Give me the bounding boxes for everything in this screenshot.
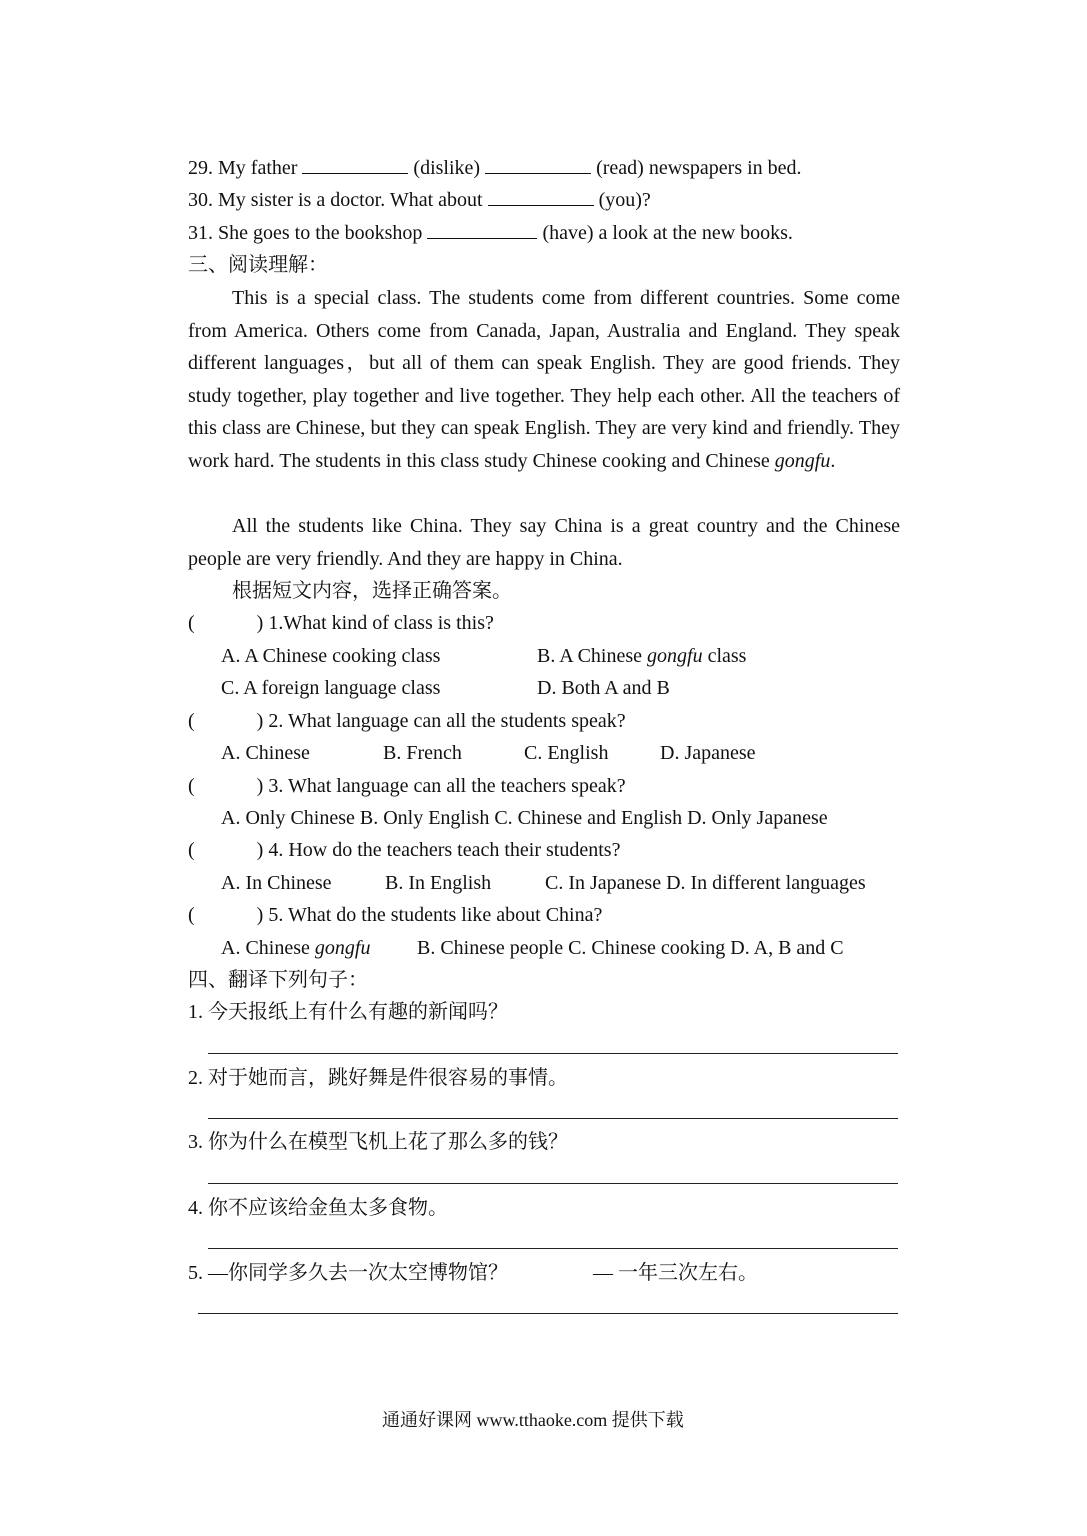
answer-paren-open[interactable]: ( [188, 710, 195, 732]
q1-option-c: C. A foreign language class [221, 677, 441, 699]
item-text: newspapers in bed. [648, 157, 802, 179]
question-text: 4. How do the teachers teach their students? [268, 839, 621, 861]
answer-line[interactable] [208, 1053, 898, 1054]
verb-hint: (read) [596, 157, 644, 179]
q2-option-b: B. French [383, 742, 462, 764]
translation-item-3: 3. 你为什么在模型飞机上花了那么多的钱？ [188, 1131, 568, 1153]
answer-paren-open[interactable]: ( [188, 839, 195, 861]
answer-line[interactable] [208, 1118, 898, 1119]
item-number: 29. [188, 157, 213, 179]
question-text: 3. What language can all the teachers speak? [268, 775, 626, 797]
answer-blank[interactable] [485, 155, 591, 174]
passage-text: This is a special class. The students come from different countries. Some come from America. Others come from Canada, Japan, Australia and England. They speak different languages，but all of them can speak English. They are good friends. They study together, play together and live together. They help each other. All the teachers of this class are Chinese, but they can speak English. They are very kind and friendly. They work hard. The students in this class study Chinese cooking and Chinese [188, 287, 900, 472]
answer-paren-close: ) [256, 839, 264, 861]
q1-option-b: B. A Chinese gongfu class [537, 645, 747, 667]
q2-option-d: D. Japanese [660, 742, 756, 764]
answer-blank[interactable] [427, 220, 537, 239]
section-title-reading: 三、阅读理解： [188, 254, 328, 276]
q1-option-d: D. Both A and B [537, 677, 670, 699]
question-text: 1.What kind of class is this? [268, 612, 494, 634]
answer-paren-close: ) [256, 904, 264, 926]
q5-option-a: A. Chinese gongfu [221, 937, 371, 959]
reading-passage-p1 [188, 282, 900, 477]
item-number: 31. [188, 222, 213, 244]
translation-item-5-answer: — 一年三次左右。 [593, 1262, 758, 1284]
answer-line[interactable] [208, 1183, 898, 1184]
answer-line[interactable] [208, 1248, 898, 1249]
q4-option-cd: C. In Japanese D. In different languages [545, 872, 866, 894]
reading-passage-p2 [188, 510, 900, 575]
verb-hint: (you)? [598, 189, 651, 211]
question-2 [188, 705, 626, 737]
question-5 [188, 899, 602, 931]
q4-option-a: A. In Chinese [221, 872, 332, 894]
passage-punct: . [830, 449, 836, 472]
answer-paren-open[interactable]: ( [188, 775, 195, 797]
verb-hint: (have) a look at the new books. [542, 222, 793, 244]
question-1 [188, 607, 494, 639]
translation-item-5: 5. —你同学多久去一次太空博物馆？ [188, 1262, 508, 1284]
answer-paren-close: ) [256, 612, 264, 634]
passage-italic: gongfu [774, 449, 831, 472]
item-text: My father [218, 157, 298, 179]
item-text: She goes to the bookshop [218, 222, 423, 244]
q2-option-c: C. English [524, 742, 609, 764]
item-31 [188, 217, 793, 249]
passage-text: All the students like China. They say China is a great country and the Chinese people are very friendly. And they are happy in China. [188, 515, 900, 570]
page-footer: 通通好课网 www.tthaoke.com 提供下载 [382, 1410, 684, 1430]
verb-hint: (dislike) [413, 157, 481, 179]
translation-item-4: 4. 你不应该给金鱼太多食物。 [188, 1197, 448, 1219]
translation-item-1: 1. 今天报纸上有什么有趣的新闻吗？ [188, 1001, 508, 1023]
section-title-translate: 四、翻译下列句子： [188, 969, 368, 991]
answer-paren-open[interactable]: ( [188, 904, 195, 926]
q2-option-a: A. Chinese [221, 742, 310, 764]
q4-option-b: B. In English [385, 872, 492, 894]
translation-item-2: 2. 对于她而言，跳好舞是件很容易的事情。 [188, 1067, 568, 1089]
answer-paren-close: ) [256, 775, 264, 797]
item-30 [188, 184, 651, 216]
reading-instruction: 根据短文内容，选择正确答案。 [232, 580, 512, 602]
question-4 [188, 834, 620, 866]
answer-line[interactable] [198, 1313, 898, 1314]
q1-option-a: A. A Chinese cooking class [221, 645, 441, 667]
answer-paren-open[interactable]: ( [188, 612, 195, 634]
item-text: My sister is a doctor. What about [218, 189, 483, 211]
q5-options-rest: B. Chinese people C. Chinese cooking D. A, B and C [417, 937, 844, 959]
question-text: 5. What do the students like about China? [268, 904, 603, 926]
q3-options: A. Only Chinese B. Only English C. Chinese and English D. Only Japanese [221, 807, 828, 829]
item-29 [188, 152, 802, 184]
answer-blank[interactable] [488, 187, 594, 206]
question-text: 2. What language can all the students speak? [268, 710, 626, 732]
item-number: 30. [188, 189, 213, 211]
question-3 [188, 770, 626, 802]
answer-paren-close: ) [256, 710, 264, 732]
answer-blank[interactable] [302, 155, 408, 174]
